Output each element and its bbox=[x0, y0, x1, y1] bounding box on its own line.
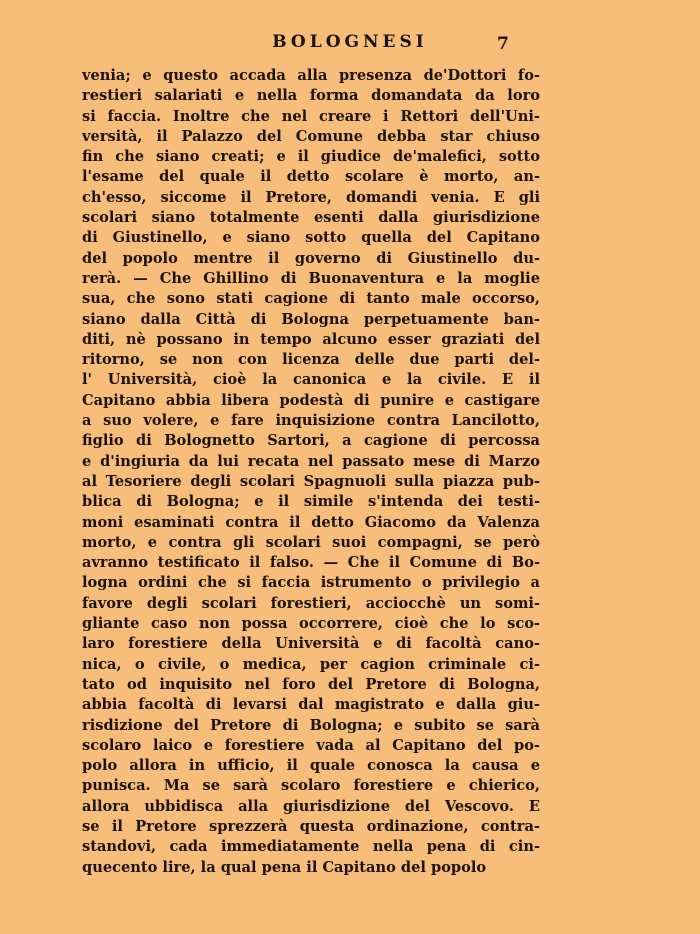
text-line: e d'ingiuria da lui recata nel passato mese di Marzo bbox=[82, 452, 540, 470]
text-line: punisca. Ma se sarà scolaro forestiere e chierico, bbox=[82, 777, 540, 795]
text-line: l' Università, cioè la canonica e la civile. E il bbox=[82, 371, 540, 389]
text-line: scolari siano totalmente esenti dalla giurisdizione bbox=[82, 209, 540, 227]
body-text bbox=[82, 66, 540, 878]
running-title: BOLOGNESI bbox=[272, 32, 428, 52]
text-line: fin che siano creati; e il giudice de'malefici, sotto bbox=[82, 148, 540, 166]
text-line: allora ubbidisca alla giurisdizione del Vescovo. E bbox=[82, 797, 540, 815]
page-header bbox=[0, 32, 700, 54]
text-line: rerà. — Che Ghillino di Buonaventura e la moglie bbox=[82, 269, 540, 287]
text-line: Capitano abbia libera podestà di punire e castigare bbox=[82, 391, 540, 409]
text-line: se il Pretore sprezzerà questa ordinazione, contra- bbox=[82, 817, 540, 835]
text-line: gliante caso non possa occorrere, cioè che lo sco- bbox=[82, 615, 540, 633]
text-line: al Tesoriere degli scolari Spagnuoli sulla piazza pub- bbox=[82, 472, 540, 490]
text-line: del popolo mentre il governo di Giustinello du- bbox=[82, 249, 540, 267]
text-line: laro forestiere della Università e di facoltà cano- bbox=[82, 635, 540, 653]
text-line: sua, che sono stati cagione di tanto male occorso, bbox=[82, 290, 540, 308]
text-line: venia; e questo accada alla presenza de'Dottori fo- bbox=[82, 67, 540, 84]
text-line: di Giustinello, e siano sotto quella del Capitano bbox=[82, 229, 540, 247]
text-line: standovi, cada immediatamente nella pena di cin- bbox=[82, 838, 540, 856]
text-line: diti, nè possano in tempo alcuno esser graziati del bbox=[82, 330, 540, 348]
text-line: tato od inquisito nel foro del Pretore di Bologna, bbox=[82, 675, 540, 693]
text-line: figlio di Bolognetto Sartori, a cagione di percossa bbox=[82, 432, 540, 450]
text-line: risdizione del Pretore di Bologna; e subito se sarà bbox=[82, 716, 540, 734]
text-line: nica, o civile, o medica, per cagion criminale ci- bbox=[82, 655, 540, 673]
text-line: scolaro laico e forestiere vada al Capitano del po- bbox=[82, 736, 540, 754]
text-line: favore degli scolari forestieri, acciocchè un somi- bbox=[82, 594, 540, 612]
text-line: ritorno, se non con licenza delle due parti del- bbox=[82, 351, 540, 369]
text-line: abbia facoltà di levarsi dal magistrato e dalla giu- bbox=[82, 696, 540, 714]
text-line: siano dalla Città di Bologna perpetuamente ban- bbox=[82, 310, 540, 328]
text-line: logna ordini che si faccia istrumento o privilegio a bbox=[82, 574, 540, 592]
text-line: morto, e contra gli scolari suoi compagni, se però bbox=[82, 533, 540, 551]
text-line: quecento lire, la qual pena il Capitano del popolo bbox=[82, 858, 487, 876]
text-line: a suo volere, e fare inquisizione contra Lancilotto, bbox=[82, 412, 540, 430]
text-line: l'esame del quale il detto scolare è morto, an- bbox=[82, 168, 540, 186]
text-line: ch'esso, siccome il Pretore, domandi venia. E gli bbox=[82, 188, 540, 206]
text-line: polo allora in ufficio, il quale conosca la causa e bbox=[82, 757, 540, 775]
text-line: avranno testificato il falso. — Che il Comune di Bo- bbox=[82, 554, 540, 572]
page-number: 7 bbox=[497, 34, 509, 54]
text-line: restieri salariati e nella forma domandata da loro bbox=[82, 87, 540, 105]
text-line: si faccia. Inoltre che nel creare i Rettori dell'Uni- bbox=[82, 107, 540, 125]
text-line: blica di Bologna; e il simile s'intenda dei testi- bbox=[82, 493, 540, 511]
text-line: versità, il Palazzo del Comune debba star chiuso bbox=[82, 127, 540, 145]
text-line: moni esaminati contra il detto Giacomo da Valenza bbox=[82, 513, 540, 531]
